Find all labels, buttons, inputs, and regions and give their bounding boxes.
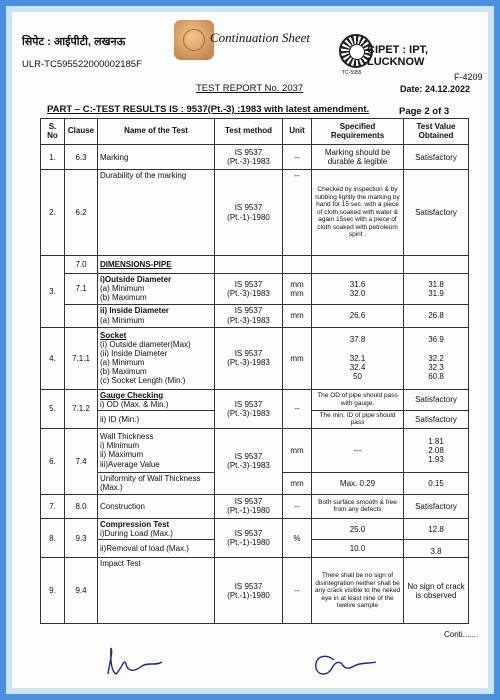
table-row: 1. 6.3 Marking IS 9537 (Pt.-3)-1983 -- Marking should be durable & legible Satisfactory (41, 145, 469, 170)
table-row: 7.1 i)Outside Diameter (a) Minimum (b) Maximum IS 9537 (Pt.-3)-1983 mm mm 31.6 32.0 31.8 31.9 (41, 274, 469, 305)
header-requirements: Specified Requirements (312, 119, 404, 145)
form-number: F-4209 (454, 72, 483, 82)
header-clause: Clause (65, 119, 98, 145)
institute-english-name: CIPET : IPT, LUCKNOW (367, 44, 429, 68)
table-row: 5. 7.1.2 Gauge Checking i) OD (Max. & Min.) IS 9537 (Pt.-3)-1983 -- The OD of pipe should pass with gauge. Satisfactory (41, 389, 469, 410)
header-unit: Unit (283, 119, 312, 145)
logo-caption: TC-5955 (342, 70, 362, 76)
ulr-number: ULR-TC595522000002185F (22, 59, 142, 70)
continuation-sheet-label: Continuation Sheet (210, 30, 311, 45)
header-test-method: Test method (215, 119, 283, 145)
table-row: 2. 6.2 Durability of the marking IS 9537 (Pt.-1)-1980 -- Checked by inspection & by rubbing lightly the marking by hand for 15 sec. with a piece of cloth soaked with water & again 15sec with a piece of cloth soaked with petroleum spirit . Satisfactory (41, 170, 469, 256)
table-row: Uniformity of Wall Thickness (Max.) mm Max. 0.29 0.15 (41, 472, 469, 494)
continued-label: Conti....... (444, 630, 479, 639)
page-info: Page 2 of 3 (399, 106, 450, 117)
signatures (12, 12, 488, 688)
signature-right (316, 656, 376, 674)
institute-hindi-name: सिपेट : आईपीटी, लखनऊ (22, 36, 126, 48)
table-row: 8. 9.3 Compression Test i)During Load (Max.) IS 9537 (Pt.-1)-1980 % 25.0 12.8 (41, 518, 469, 539)
report-date: Date: 24.12.2022 (400, 84, 471, 94)
table-row: ii) ID (Min.) The min. ID of pipe should pass Satisfactory (41, 410, 469, 428)
document-sheet (12, 12, 488, 688)
signature-left (108, 648, 162, 674)
table-row: 4. 7.1.1 Socket (i) Outside diameter(Max) (ii) Inside Diameter (a) Minimum (b) Maximum (c) Socket Length (Min.) IS 9537 (Pt.-3)-1983 mm 37.8 32.1 32.4 50 36.9 32.2 32.3 60.8 (41, 327, 469, 389)
table-row: 3. 7.0 DIMENSIONS-PIPE (41, 256, 469, 274)
table-row: 9. 9.4 Impact Test IS 9537 (Pt.-1)-1980 -- There shall be no sign of disintegration neither shall be any crack visible to the neked eye in at least nine of the twelve sample No sign of crack is observed (41, 558, 469, 624)
table-row: ii) Inside Diameter (a) Minimum IS 9537 (Pt.-3)-1983 mm 26.6 26.8 (41, 304, 469, 327)
header-sno: S. No (41, 119, 65, 145)
table-row: ii)Removal of load (Max.) 10.0 3.8 (41, 540, 469, 558)
part-title: PART – C:-TEST RESULTS IS : 9537(Pt.-3) :1983 with latest amendment. (47, 104, 370, 115)
table-row: 7. 8.0 Construction IS 9537 (Pt.-1)-1980 -- Both surface smooth & free from any defects Satisfactory (41, 494, 469, 518)
header-value: Test Value Obtained (404, 119, 469, 145)
report-number: TEST REPORT No. 2037 (196, 83, 304, 94)
table-row: 6. 7.4 Wall Thickness i) Minimum ii) Maximum iii)Average Value IS 9537 (Pt.-3)-1983 mm --- 1.81 2.08 1.93 (41, 428, 469, 472)
header-test-name: Name of the Test (98, 119, 215, 145)
